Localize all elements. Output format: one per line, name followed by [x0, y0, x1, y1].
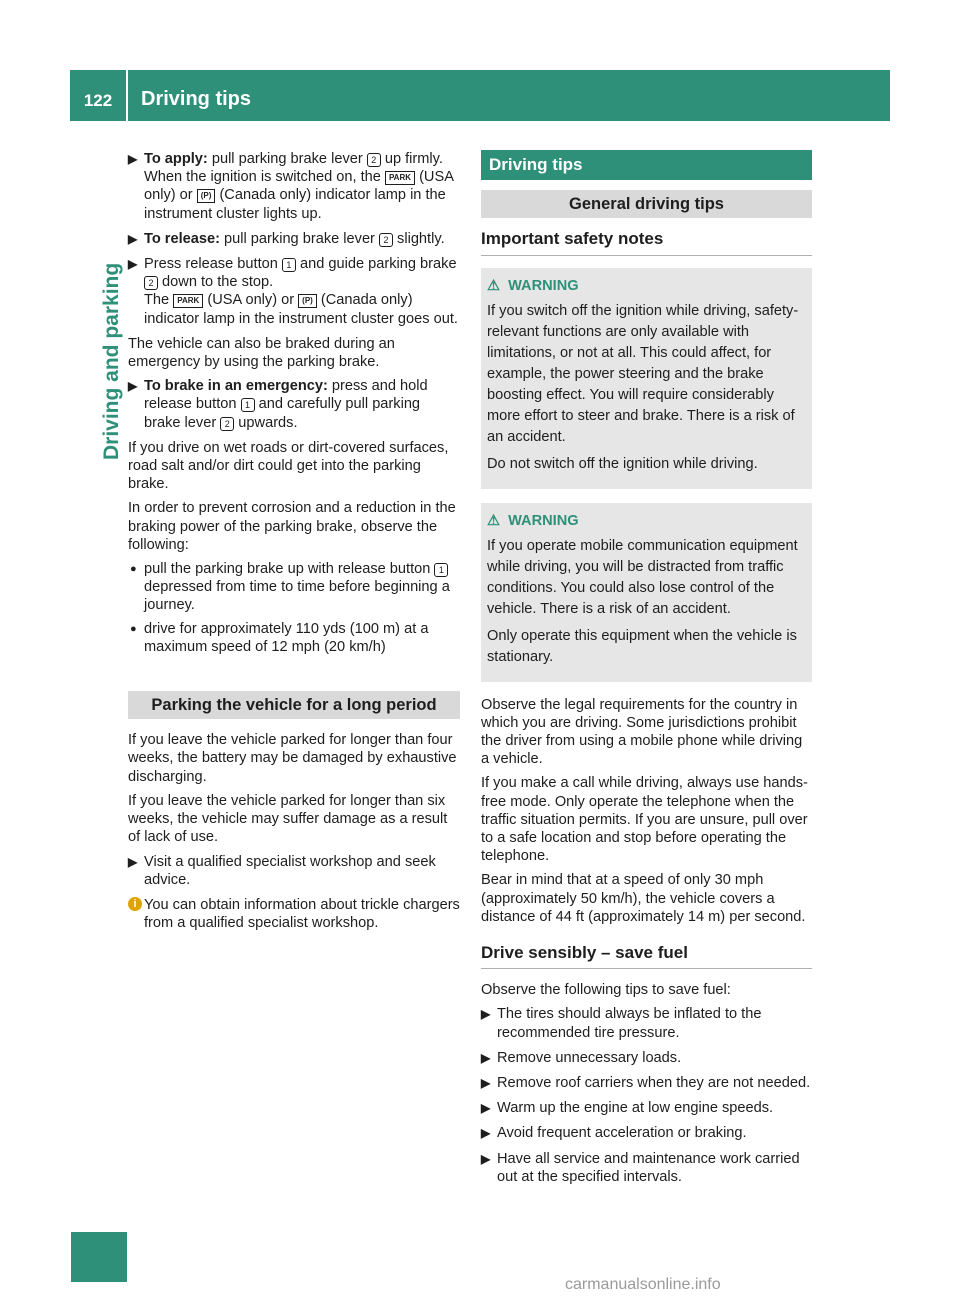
fuel-step [481, 1099, 812, 1117]
warning-box [481, 268, 812, 489]
list-item [128, 620, 460, 656]
chapter-title: Driving and parking [100, 262, 123, 460]
fuel-step [481, 1124, 812, 1142]
step-text: slightly. [392, 230, 445, 247]
number-2-icon: 2 [144, 276, 158, 290]
fuel-step [481, 1005, 812, 1041]
step-text: pull parking brake lever [207, 151, 367, 167]
step-text: press and hold release button [144, 378, 428, 413]
arrow-icon: ▶ [481, 1101, 491, 1116]
paragraph: Observe the following tips to save fuel: [481, 982, 731, 999]
number-1-icon: 1 [434, 563, 448, 577]
apply-label: To apply: [144, 151, 208, 167]
paragraph: If you drive on wet roads or dirt-covered surfaces, road salt and/or dirt could get into the parking brake. [128, 439, 449, 493]
subheading-safety: Important safety notes [481, 230, 812, 255]
arrow-icon: ▶ [481, 1050, 491, 1065]
warning-triangle-icon: ⚠ [487, 512, 501, 529]
arrow-icon: ▶ [481, 1007, 491, 1022]
number-1-icon: 1 [282, 258, 296, 272]
section-heading-driving-tips: Driving tips [481, 150, 812, 180]
step-text: Press release button [144, 256, 282, 273]
left-column [128, 150, 460, 932]
paragraph: If you leave the vehicle parked for longer than six weeks, the vehicle may suffer damage as a result of lack of use. [128, 792, 448, 846]
paragraph: In order to prevent corrosion and a reduction in the braking power of the parking brake, observe the following: [128, 500, 456, 553]
arrow-icon: ▶ [481, 1126, 491, 1141]
step-release [128, 230, 460, 248]
bullet-text: pull the parking brake up with release button [144, 561, 435, 578]
info-icon: i [128, 897, 142, 911]
step-text: Remove unnecessary loads. [497, 1049, 682, 1066]
arrow-icon: ▶ [481, 1076, 491, 1091]
park-lamp-icon: PARK [173, 294, 203, 308]
fuel-step [481, 1150, 812, 1186]
section-heading-general: General driving tips [481, 190, 812, 218]
step-text: Remove roof carriers when they are not needed. [497, 1075, 811, 1092]
arrow-icon: ▶ [128, 231, 138, 246]
step-text: Avoid frequent acceleration or braking. [497, 1125, 747, 1142]
paragraph: If you leave the vehicle parked for longer than four weeks, the battery may be damaged by exhaustive discharging. [128, 732, 457, 785]
right-column [481, 150, 812, 1193]
step-text: Have all service and maintenance work carried out at the specified intervals. [497, 1150, 800, 1185]
bullet-text: depressed from time to time before beginning a journey. [144, 579, 450, 614]
warning-label: WARNING [508, 512, 579, 529]
step-text: (USA only) or [203, 292, 299, 309]
step-text: and guide parking brake [295, 256, 457, 273]
step-emergency [128, 377, 460, 432]
number-1-icon: 1 [241, 398, 255, 412]
step-press-release [128, 255, 460, 328]
park-lamp-icon: PARK [385, 171, 415, 185]
paragraph: Observe the legal requirements for the country in which you are driving. Some jurisdictions prohibit the driver from using a mobile phone while driving a vehicle. [481, 696, 803, 768]
step-text: up firmly. [380, 151, 443, 167]
paragraph: If you make a call while driving, always use hands-free mode. Only operate the telephone when the traffic situation permits. If you are unsure, pull over to a safe location and stop before operating the telephone. [481, 775, 808, 865]
warning-title [487, 276, 804, 297]
step-text: upwards. [234, 414, 298, 431]
watermark: carmanualsonline.info [565, 1276, 721, 1293]
canada-lamp-icon: (P) [197, 189, 216, 203]
page-header [70, 70, 890, 121]
bullet-text: drive for approximately 110 yds (100 m) at a maximum speed of 12 mph (20 km/h) [144, 620, 429, 655]
step-text: Warm up the engine at low engine speeds. [497, 1100, 774, 1117]
arrow-icon: ▶ [128, 854, 138, 869]
warning-title [487, 511, 804, 532]
paragraph: Bear in mind that at a speed of only 30 mph (approximately 50 km/h), the vehicle covers a distance of 44 ft (approximately 14 m) per second. [481, 872, 806, 925]
step-text: The tires should always be inflated to the recommended tire pressure. [497, 1006, 762, 1041]
arrow-icon: ▶ [128, 152, 138, 166]
number-2-icon: 2 [367, 153, 381, 167]
step-text: and carefully pull parking brake lever [144, 396, 421, 431]
release-label: To release: [144, 230, 220, 247]
info-text: You can obtain information about trickle chargers from a qualified specialist workshop. [144, 896, 460, 932]
step-text: (Canada only) indicator lamp in the instrument cluster lights up. [144, 187, 446, 222]
section-heading-parking: Parking the vehicle for a long period [128, 691, 460, 719]
fuel-step [481, 1049, 812, 1067]
paragraph: The vehicle can also be braked during an emergency by using the parking brake. [128, 335, 395, 371]
bullet-icon: ● [130, 622, 137, 635]
emergency-label: To brake in an emergency: [144, 378, 328, 395]
warning-text: If you operate mobile communication equipment while driving, you will be distracted from traffic conditions. You could also lose control of the vehicle. There is a risk of an accident. [487, 537, 798, 617]
page-number: 122 [83, 90, 113, 110]
bullet-icon: ● [130, 563, 137, 576]
step-text: (USA only) or [144, 169, 454, 204]
fuel-step [481, 1074, 812, 1092]
step-text: When the ignition is switched on, the [144, 169, 385, 186]
step-visit-workshop [128, 853, 460, 889]
info-note [128, 896, 460, 932]
chapter-marker [71, 1232, 127, 1282]
step-text: pull parking brake lever [219, 230, 379, 247]
warning-triangle-icon: ⚠ [487, 277, 501, 294]
step-text: The [144, 292, 174, 309]
subheading-save-fuel: Drive sensibly – save fuel [481, 944, 812, 969]
arrow-icon: ▶ [481, 1151, 491, 1166]
number-2-icon: 2 [379, 233, 393, 247]
header-divider [126, 70, 128, 121]
canada-lamp-icon: (P) [298, 294, 317, 308]
step-text: Visit a qualified specialist workshop and seek advice. [144, 853, 436, 888]
step-apply [128, 150, 460, 223]
step-text: down to the stop. [158, 274, 274, 291]
list-item [128, 560, 460, 615]
warning-text: If you switch off the ignition while driving, safety-relevant functions are only available with limitations, or not at all. This could affect, for example, the power steering and the brake boosting effect. You will require considerably more effort to steer and brake. There is a risk of an accident. [487, 302, 799, 445]
number-2-icon: 2 [220, 417, 234, 431]
step-text: (Canada only) indicator lamp in the instrument cluster goes out. [144, 292, 458, 327]
arrow-icon: ▶ [128, 379, 138, 394]
warning-label: WARNING [508, 277, 579, 294]
warning-box [481, 503, 812, 682]
warning-text: Only operate this equipment when the vehicle is stationary. [487, 627, 797, 665]
arrow-icon: ▶ [128, 257, 138, 272]
warning-text: Do not switch off the ignition while driving. [487, 455, 758, 472]
page-title: Driving tips [141, 88, 252, 110]
